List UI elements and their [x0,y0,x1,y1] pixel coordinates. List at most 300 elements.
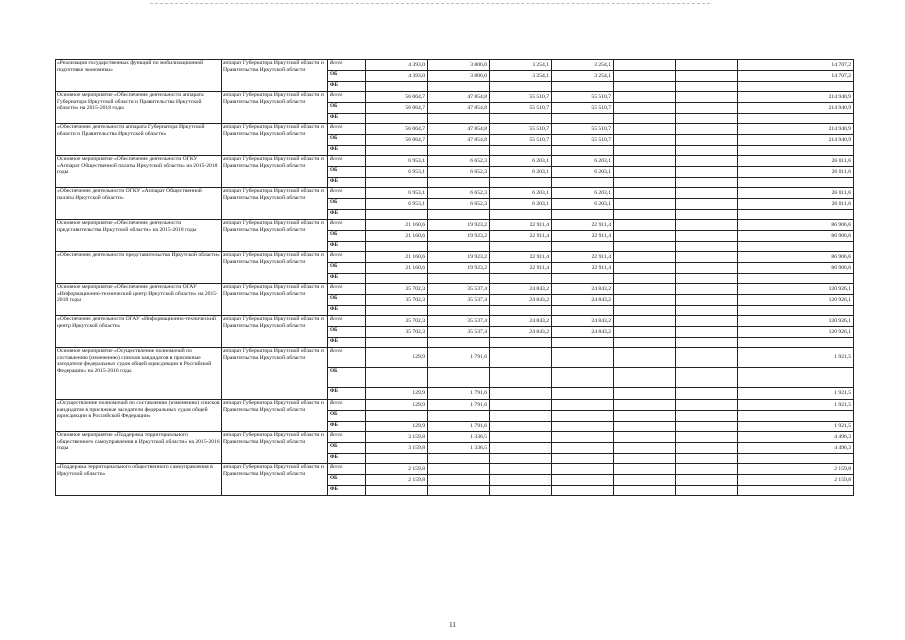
year-value-cell [552,400,614,411]
year-value-cell [428,306,490,316]
measure-name-cell: «Реализация государственных функций по мобилизационной подготовке экономики» [56,60,222,92]
year-value-cell: 35 537,4 [428,316,490,327]
year-value-cell: 6 953,1 [366,188,428,199]
year-value-cell: 129,9 [366,348,428,368]
year-value-cell: 56 064,7 [366,103,428,114]
funding-source-cell: ОБ [328,411,366,422]
executor-cell: аппарат Губернатора Иркутской области и Правительства Иркутской области [222,124,328,156]
year-value-cell [614,338,676,348]
budget-table-body [56,60,854,496]
year-value-cell [490,178,552,188]
table-row [56,464,854,475]
measure-name-cell: Основное мероприятие «Осуществление полномочий по составлению (изменению) списков кандидатов в присяжные заседатели федеральных судов общей юрисдикции в Российской Федерации» на 2015-2016 годы [56,348,222,400]
year-value-cell [428,274,490,284]
year-value-cell [614,454,676,464]
total-cell: 120 926,1 [738,316,854,327]
year-value-cell [676,274,738,284]
funding-source-cell: ФБ [328,242,366,252]
total-cell: 26 011,6 [738,199,854,210]
year-value-cell: 47 854,8 [428,103,490,114]
year-value-cell: 35 702,3 [366,316,428,327]
year-value-cell [490,210,552,220]
year-value-cell: 1 791,6 [428,348,490,368]
funding-source-cell: ФБ [328,422,366,432]
year-value-cell [614,348,676,368]
year-value-cell [614,486,676,496]
year-value-cell [366,274,428,284]
year-value-cell [552,432,614,443]
year-value-cell [552,178,614,188]
year-value-cell [552,306,614,316]
funding-source-cell: ОБ [328,103,366,114]
year-value-cell: 6 203,1 [490,188,552,199]
total-cell [738,486,854,496]
total-cell: 14 707,2 [738,60,854,71]
total-cell: 214 940,9 [738,135,854,146]
year-value-cell: 19 923,2 [428,231,490,242]
year-value-cell: 35 702,3 [366,327,428,338]
year-value-cell: 35 702,3 [366,284,428,295]
year-value-cell [614,210,676,220]
year-value-cell [676,411,738,422]
year-value-cell [676,199,738,210]
total-cell [738,368,854,388]
year-value-cell [552,114,614,124]
year-value-cell [490,432,552,443]
year-value-cell [676,316,738,327]
year-value-cell [366,306,428,316]
executor-cell: аппарат Губернатора Иркутской области и Правительства Иркутской области [222,252,328,284]
funding-source-cell: Всего [328,284,366,295]
year-value-cell [428,82,490,92]
year-value-cell [676,284,738,295]
funding-source-cell: ФБ [328,274,366,284]
year-value-cell [490,454,552,464]
year-value-cell [614,242,676,252]
total-cell: 1 921,5 [738,400,854,411]
total-cell: 26 011,6 [738,188,854,199]
year-value-cell [490,348,552,368]
total-cell [738,306,854,316]
year-value-cell [676,188,738,199]
table-row [56,432,854,443]
year-value-cell [676,60,738,71]
year-value-cell [676,103,738,114]
measure-name-cell: «Обеспечение деятельности ОГКУ «Аппарат Общественной палаты Иркутской области» [56,188,222,220]
year-value-cell [614,306,676,316]
year-value-cell [676,135,738,146]
year-value-cell: 24 843,2 [552,316,614,327]
year-value-cell: 3 254,1 [552,60,614,71]
year-value-cell [428,338,490,348]
year-value-cell: 35 537,4 [428,327,490,338]
total-cell [738,454,854,464]
year-value-cell [614,60,676,71]
year-value-cell [614,220,676,231]
year-value-cell: 6 203,1 [552,199,614,210]
year-value-cell [676,338,738,348]
total-cell [738,114,854,124]
measure-name-cell: Основное мероприятие «Поддержка территориального общественного самоуправления в Иркутской области» на 2015-2016 годы [56,432,222,464]
funding-source-cell: Всего [328,432,366,443]
year-value-cell: 129,9 [366,388,428,400]
funding-source-cell: ОБ [328,368,366,388]
year-value-cell [614,231,676,242]
year-value-cell [428,114,490,124]
year-value-cell [366,411,428,422]
funding-source-cell: ФБ [328,338,366,348]
total-cell [738,338,854,348]
funding-source-cell: ОБ [328,231,366,242]
year-value-cell [614,388,676,400]
funding-source-cell: ФБ [328,178,366,188]
year-value-cell: 6 652,3 [428,188,490,199]
year-value-cell [676,92,738,103]
year-value-cell [614,199,676,210]
funding-source-cell: Всего [328,156,366,167]
year-value-cell [614,178,676,188]
funding-source-cell: ФБ [328,306,366,316]
year-value-cell [614,295,676,306]
year-value-cell [676,486,738,496]
total-cell [738,210,854,220]
funding-source-cell: Всего [328,188,366,199]
total-cell: 86 906,6 [738,263,854,274]
year-value-cell: 3 254,1 [490,60,552,71]
funding-source-cell: ОБ [328,263,366,274]
year-value-cell [552,422,614,432]
year-value-cell: 3 806,0 [428,60,490,71]
year-value-cell [676,295,738,306]
year-value-cell [614,114,676,124]
executor-cell: аппарат Губернатора Иркутской области и Правительства Иркутской области [222,316,328,348]
year-value-cell [552,486,614,496]
year-value-cell: 19 923,2 [428,263,490,274]
year-value-cell: 6 652,3 [428,167,490,178]
year-value-cell: 24 843,2 [490,284,552,295]
year-value-cell [490,422,552,432]
funding-source-cell: Всего [328,464,366,475]
year-value-cell: 55 510,7 [552,103,614,114]
year-value-cell [614,443,676,454]
total-cell: 26 011,6 [738,167,854,178]
funding-source-cell: ФБ [328,114,366,124]
funding-source-cell: Всего [328,316,366,327]
year-value-cell [676,388,738,400]
year-value-cell [676,263,738,274]
year-value-cell: 47 854,8 [428,92,490,103]
total-cell: 86 906,6 [738,220,854,231]
year-value-cell: 47 854,8 [428,135,490,146]
year-value-cell: 21 160,6 [366,252,428,263]
year-value-cell: 6 203,1 [552,167,614,178]
year-value-cell [614,475,676,486]
total-cell: 1 921,5 [738,388,854,400]
year-value-cell [614,400,676,411]
year-value-cell [366,210,428,220]
year-value-cell [614,263,676,274]
year-value-cell [490,368,552,388]
total-cell: 1 921,5 [738,348,854,368]
year-value-cell [552,368,614,388]
year-value-cell: 3 254,1 [490,71,552,82]
total-cell [738,242,854,252]
year-value-cell [490,146,552,156]
year-value-cell [366,454,428,464]
year-value-cell: 24 843,2 [490,316,552,327]
funding-source-cell: ФБ [328,210,366,220]
year-value-cell [490,464,552,475]
measure-name-cell: Основное мероприятие «Обеспечение деятельности ОГКУ «Аппарат Общественной палаты Иркутской области» на 2015-2018 годы [56,156,222,188]
year-value-cell: 6 953,1 [366,167,428,178]
year-value-cell [366,82,428,92]
year-value-cell: 22 911,4 [552,231,614,242]
year-value-cell [428,454,490,464]
total-cell: 4 496,3 [738,443,854,454]
year-value-cell: 21 160,6 [366,263,428,274]
year-value-cell [552,388,614,400]
year-value-cell: 22 911,4 [490,252,552,263]
executor-cell: аппарат Губернатора Иркутской области и Правительства Иркутской области [222,156,328,188]
funding-source-cell: ФБ [328,82,366,92]
year-value-cell [428,486,490,496]
year-value-cell [428,464,490,475]
year-value-cell [490,274,552,284]
year-value-cell [428,242,490,252]
year-value-cell: 6 203,1 [552,188,614,199]
total-cell: 2 159,8 [738,475,854,486]
year-value-cell: 6 203,1 [490,199,552,210]
table-row [56,316,854,327]
year-value-cell [676,475,738,486]
year-value-cell [490,242,552,252]
year-value-cell [366,338,428,348]
measure-name-cell: «Осуществление полномочий по составлению (изменению) списков кандидатов в присяжные заседатели федеральных судов общей юрисдикции в Российской Федерации» [56,400,222,432]
year-value-cell [428,178,490,188]
year-value-cell [614,316,676,327]
table-row [56,252,854,263]
year-value-cell: 22 911,4 [490,231,552,242]
year-value-cell [676,71,738,82]
year-value-cell: 1 791,6 [428,388,490,400]
year-value-cell [552,146,614,156]
year-value-cell [676,114,738,124]
year-value-cell: 22 911,4 [490,263,552,274]
table-row [56,188,854,199]
year-value-cell: 4 393,0 [366,60,428,71]
funding-source-cell: ОБ [328,71,366,82]
year-value-cell [366,368,428,388]
year-value-cell [614,422,676,432]
year-value-cell [428,146,490,156]
total-cell: 120 926,1 [738,295,854,306]
budget-table-sheet [55,59,853,496]
year-value-cell [366,178,428,188]
year-value-cell [552,443,614,454]
year-value-cell [676,210,738,220]
funding-source-cell: ОБ [328,167,366,178]
funding-source-cell: ОБ [328,475,366,486]
year-value-cell [366,242,428,252]
year-value-cell: 35 537,4 [428,284,490,295]
executor-cell: аппарат Губернатора Иркутской области и Правительства Иркутской области [222,464,328,496]
total-cell: 86 906,6 [738,252,854,263]
year-value-cell: 24 843,2 [490,295,552,306]
year-value-cell [676,464,738,475]
year-value-cell [676,348,738,368]
year-value-cell [676,242,738,252]
year-value-cell [676,422,738,432]
year-value-cell [552,274,614,284]
budget-table [55,59,854,496]
year-value-cell: 24 843,2 [552,295,614,306]
total-cell: 86 906,6 [738,231,854,242]
measure-name-cell: «Обеспечение деятельности аппарата Губернатора Иркутской области и Правительства Иркутской области» [56,124,222,156]
year-value-cell: 22 911,4 [552,220,614,231]
year-value-cell: 2 159,8 [366,475,428,486]
year-value-cell [552,411,614,422]
total-cell [738,274,854,284]
year-value-cell: 6 203,1 [490,156,552,167]
scan-top-edge [150,3,710,4]
year-value-cell [614,464,676,475]
year-value-cell [614,411,676,422]
year-value-cell: 6 953,1 [366,156,428,167]
year-value-cell [676,368,738,388]
funding-source-cell: ФБ [328,388,366,400]
table-row [56,60,854,71]
year-value-cell [428,411,490,422]
total-cell [738,146,854,156]
year-value-cell [552,454,614,464]
year-value-cell: 6 953,1 [366,199,428,210]
year-value-cell [490,306,552,316]
total-cell: 26 011,6 [738,156,854,167]
table-row [56,348,854,368]
year-value-cell: 22 911,4 [552,252,614,263]
executor-cell: аппарат Губернатора Иркутской области и Правительства Иркутской области [222,348,328,400]
total-cell: 214 940,9 [738,92,854,103]
year-value-cell [676,178,738,188]
year-value-cell [614,135,676,146]
year-value-cell: 19 923,2 [428,252,490,263]
year-value-cell: 24 843,2 [490,327,552,338]
year-value-cell [366,146,428,156]
measure-name-cell: «Обеспечение деятельности представительства Иркутской области» [56,252,222,284]
funding-source-cell: ОБ [328,199,366,210]
year-value-cell: 3 159,8 [366,443,428,454]
year-value-cell [490,114,552,124]
year-value-cell [490,411,552,422]
executor-cell: аппарат Губернатора Иркутской области и Правительства Иркутской области [222,220,328,252]
year-value-cell [676,327,738,338]
table-row [56,400,854,411]
year-value-cell: 6 652,3 [428,199,490,210]
year-value-cell [490,82,552,92]
year-value-cell [552,348,614,368]
table-row [56,220,854,231]
year-value-cell [676,306,738,316]
executor-cell: аппарат Губернатора Иркутской области и Правительства Иркутской области [222,432,328,464]
year-value-cell [552,338,614,348]
year-value-cell: 6 203,1 [490,167,552,178]
year-value-cell: 55 510,7 [490,135,552,146]
year-value-cell [490,338,552,348]
year-value-cell: 55 510,7 [552,92,614,103]
funding-source-cell: ОБ [328,443,366,454]
executor-cell: аппарат Губернатора Иркутской области и Правительства Иркутской области [222,92,328,124]
table-row [56,156,854,167]
funding-source-cell: Всего [328,220,366,231]
year-value-cell [614,124,676,135]
year-value-cell: 2 159,8 [366,464,428,475]
year-value-cell [676,124,738,135]
year-value-cell [490,443,552,454]
measure-name-cell: «Поддержка территориального общественного самоуправления в Иркутской области» [56,464,222,496]
funding-source-cell: Всего [328,60,366,71]
total-cell: 214 940,9 [738,103,854,114]
executor-cell: аппарат Губернатора Иркутской области и Правительства Иркутской области [222,60,328,92]
total-cell: 2 159,8 [738,464,854,475]
year-value-cell: 55 510,7 [552,124,614,135]
total-cell: 120 926,1 [738,327,854,338]
year-value-cell [614,252,676,263]
funding-source-cell: Всего [328,124,366,135]
funding-source-cell: ОБ [328,135,366,146]
year-value-cell [552,82,614,92]
total-cell [738,411,854,422]
year-value-cell: 6 203,1 [552,156,614,167]
year-value-cell [614,274,676,284]
year-value-cell [614,167,676,178]
year-value-cell [552,210,614,220]
year-value-cell [614,103,676,114]
year-value-cell [676,167,738,178]
year-value-cell: 1 791,6 [428,422,490,432]
year-value-cell [614,327,676,338]
measure-name-cell: Основное мероприятие «Обеспечение деятельности представительства Иркутской области» на 2015-2018 годы [56,220,222,252]
year-value-cell [676,252,738,263]
year-value-cell [490,388,552,400]
year-value-cell: 1 791,6 [428,400,490,411]
funding-source-cell: ФБ [328,486,366,496]
year-value-cell [490,400,552,411]
year-value-cell: 56 064,7 [366,124,428,135]
measure-name-cell: Основное мероприятие «Обеспечение деятельности аппарата Губернатора Иркутской области и Правительства Иркутской области» на 2015-2018 годы [56,92,222,124]
year-value-cell: 19 923,2 [428,220,490,231]
year-value-cell [614,368,676,388]
page-number: 11 [449,621,456,629]
total-cell [738,82,854,92]
year-value-cell: 24 843,2 [552,327,614,338]
year-value-cell [428,368,490,388]
year-value-cell [614,188,676,199]
year-value-cell: 56 064,7 [366,135,428,146]
year-value-cell: 129,9 [366,422,428,432]
year-value-cell [676,146,738,156]
total-cell: 4 496,3 [738,432,854,443]
year-value-cell: 35 702,3 [366,295,428,306]
year-value-cell [552,242,614,252]
year-value-cell: 55 510,7 [490,124,552,135]
year-value-cell: 56 064,7 [366,92,428,103]
year-value-cell [614,284,676,295]
year-value-cell [614,432,676,443]
year-value-cell [676,220,738,231]
year-value-cell: 4 393,0 [366,71,428,82]
executor-cell: аппарат Губернатора Иркутской области и Правительства Иркутской области [222,284,328,316]
table-row [56,92,854,103]
